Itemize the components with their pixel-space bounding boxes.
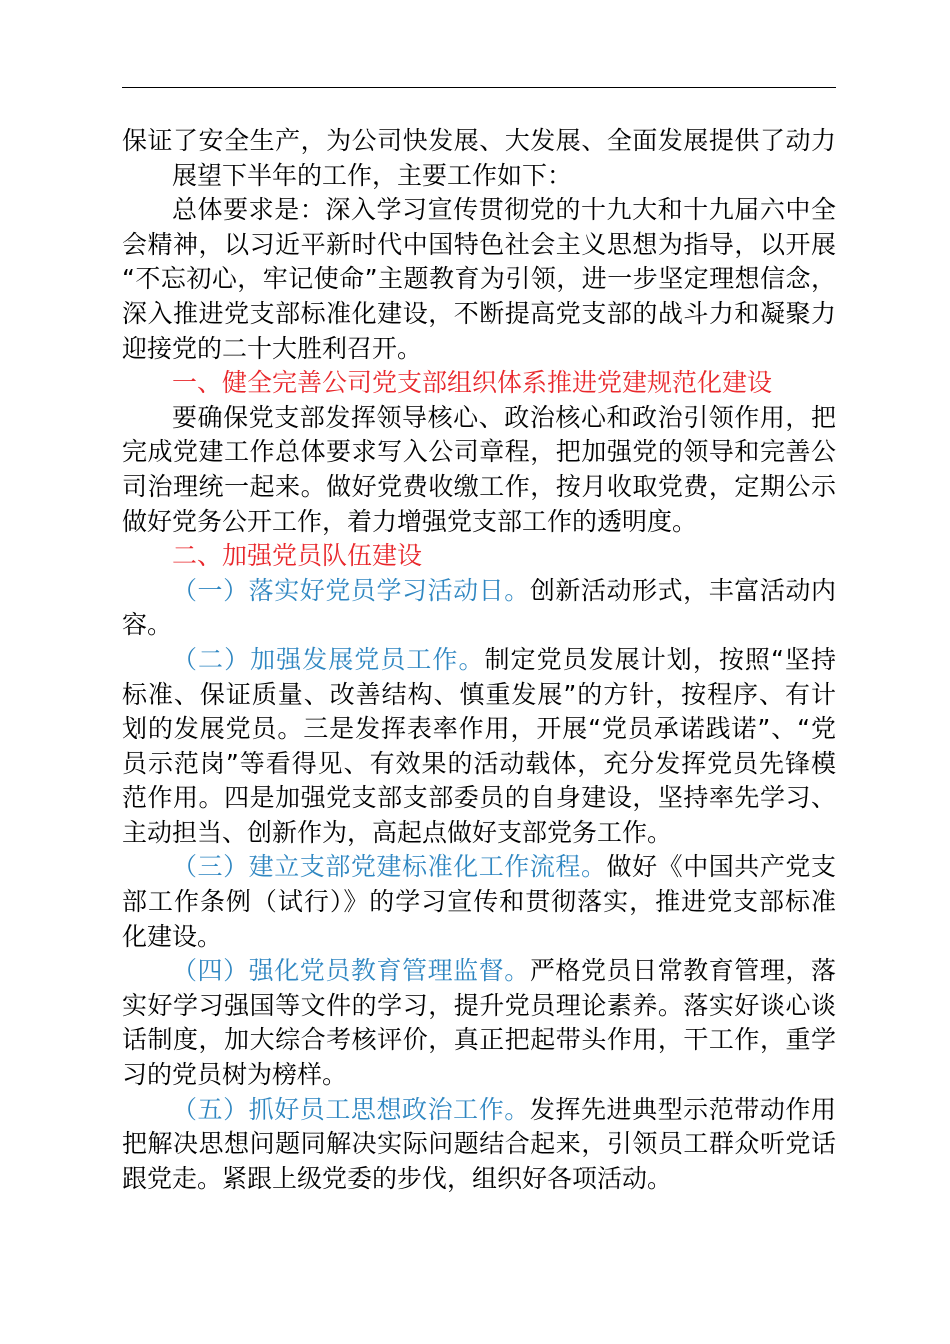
body-line: 实好学习强国等文件的学习，提升党员理论素养。落实好谈心谈 — [122, 990, 836, 1020]
body-line: 划的发展党员。三是发挥表率作用，开展“党员承诺践诺”、“党 — [122, 714, 836, 744]
body-line: 迎接党的二十大胜利召开。 — [122, 333, 423, 363]
subsection-text: 创新活动形式，丰富活动内 — [529, 575, 836, 605]
body-line: 话制度，加大综合考核评价，真正把起带头作用，干工作，重学 — [122, 1025, 836, 1055]
subsection-text: 严格党员日常教育管理，落 — [529, 956, 836, 986]
section-heading-1: 一、健全完善公司党支部组织体系推进党建规范化建设 — [172, 368, 773, 398]
body-line: 标准、保证质量、改善结构、慎重发展”的方针，按程序、有计 — [122, 679, 836, 709]
subsection-line — [122, 1093, 836, 1128]
subsection-heading-2: （二）加强发展党员工作。 — [172, 644, 485, 674]
subsection-heading-4: （四）强化党员教育管理监督。 — [172, 956, 530, 986]
body-line: 把解决思想问题同解决实际问题结合起来，引领员工群众听党话 — [122, 1129, 836, 1159]
body-line: 化建设。 — [122, 921, 223, 951]
subsection-heading-3: （三）建立支部党建标准化工作流程。 — [172, 852, 607, 882]
body-line: 习的党员树为榜样。 — [122, 1060, 348, 1090]
subsection-line — [122, 954, 836, 989]
body-line: 做好党务公开工作，着力增强党支部工作的透明度。 — [122, 506, 698, 536]
paragraph-first-line: 展望下半年的工作，主要工作如下： — [172, 160, 573, 190]
body-line: 深入推进党支部标准化建设，不断提高党支部的战斗力和凝聚力 — [122, 298, 836, 328]
body-line: “不忘初心，牢记使命”主题教育为引领，进一步坚定理想信念， — [122, 264, 836, 294]
subsection-line — [122, 850, 836, 885]
section-heading-2: 二、加强党员队伍建设 — [172, 541, 423, 571]
subsection-line — [122, 574, 836, 609]
subsection-line — [122, 643, 836, 678]
header-rule — [122, 87, 836, 88]
document-body — [122, 124, 836, 1196]
body-line: 保证了安全生产，为公司快发展、大发展、全面发展提供了动力 — [122, 126, 836, 155]
body-line: 会精神，以习近平新时代中国特色社会主义思想为指导，以开展 — [122, 229, 836, 259]
body-line: 范作用。四是加强党支部支部委员的自身建设，坚持率先学习、 — [122, 783, 836, 813]
body-line: 主动担当、创新作为，高起点做好支部党务工作。 — [122, 817, 673, 847]
body-line: 容。 — [122, 610, 173, 640]
body-line: 完成党建工作总体要求写入公司章程，把加强党的领导和完善公 — [122, 437, 836, 467]
body-line: 跟党走。紧跟上级党委的步伐，组织好各项活动。 — [122, 1163, 673, 1193]
subsection-text: 发挥先进典型示范带动作用 — [529, 1094, 836, 1124]
paragraph-first-line: 总体要求是：深入学习宣传贯彻党的十九大和十九届六中全 — [172, 195, 836, 225]
subsection-heading-1: （一）落实好党员学习活动日。 — [172, 575, 530, 605]
subsection-heading-5: （五）抓好员工思想政治工作。 — [172, 1094, 530, 1124]
body-line: 部工作条例（试行）》的学习宣传和贯彻落实，推进党支部标准 — [122, 887, 836, 917]
subsection-text: 做好《中国共产党支 — [606, 852, 836, 882]
body-line: 司治理统一起来。做好党费收缴工作，按月收取党费，定期公示 — [122, 471, 836, 501]
body-line: 员示范岗”等看得见、有效果的活动载体，充分发挥党员先锋模 — [122, 748, 836, 778]
paragraph-first-line: 要确保党支部发挥领导核心、政治核心和政治引领作用，把 — [172, 402, 836, 432]
subsection-text: 制定党员发展计划，按照“坚持 — [484, 644, 836, 674]
